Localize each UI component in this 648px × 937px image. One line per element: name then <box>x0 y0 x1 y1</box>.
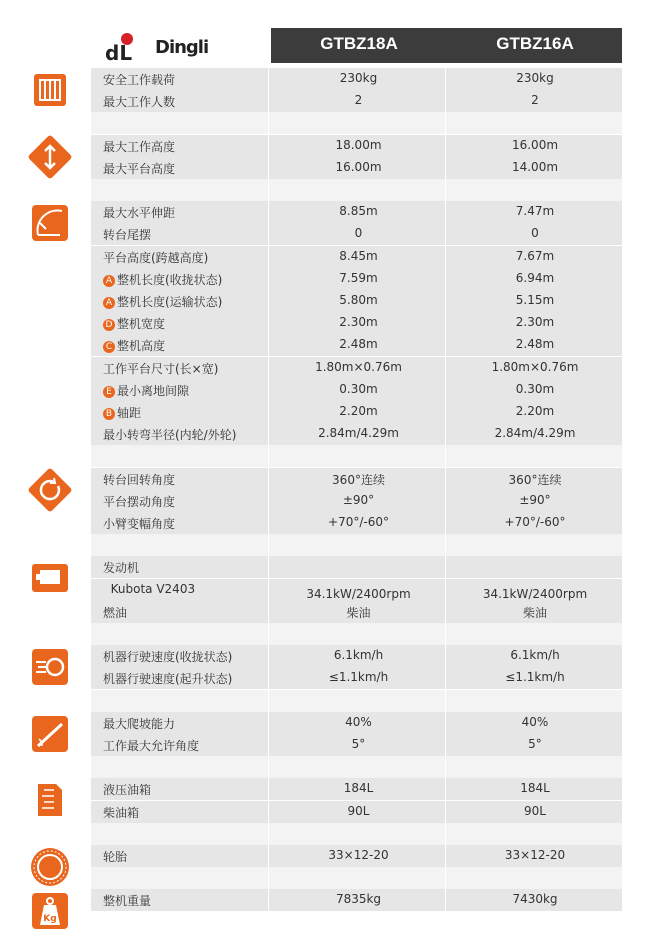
spec-value-gtbz18a: ≤1.1km/h <box>328 670 389 685</box>
spec-label-text: 工作平台尺寸(长×宽) <box>103 361 219 376</box>
spec-value-gtbz16a: 5° <box>528 737 542 751</box>
spec-value-gtbz18a: 0 <box>354 226 363 241</box>
spec-label <box>103 471 175 488</box>
dimension-marker-badge: C <box>103 341 115 353</box>
section-separator-row <box>91 756 622 779</box>
spec-label <box>103 648 232 665</box>
spec-value-gtbz18a: 7.59m <box>339 270 378 285</box>
spec-value-gtbz18a: 5° <box>351 737 366 751</box>
engine-icon <box>28 556 72 600</box>
spec-label <box>103 204 175 221</box>
spec-row <box>91 667 622 690</box>
spec-row <box>91 889 622 912</box>
spec-value-gtbz16a: 360°连续 <box>508 472 562 487</box>
spec-label-text: 最大工作人数 <box>103 95 176 110</box>
spec-value-gtbz16a: 6.94m <box>515 270 555 285</box>
spec-label <box>103 271 222 288</box>
spec-label-text: 平台摆动角度 <box>103 494 176 509</box>
spec-label-text: 整机高度 <box>117 339 166 354</box>
spec-value-gtbz16a: 2.84m/4.29m <box>494 426 576 441</box>
spec-value-gtbz18a: 34.1kW/2400rpm <box>306 586 411 601</box>
spec-label <box>103 426 236 443</box>
spec-label-text: 机器行驶速度(收拢状态) <box>103 650 233 665</box>
spec-value-gtbz18a: 6.1km/h <box>333 648 384 663</box>
spec-row <box>91 468 622 491</box>
svg-text:Kg: Kg <box>43 914 57 925</box>
spec-row <box>91 423 622 446</box>
section-separator-row <box>91 534 622 557</box>
reach-icon <box>28 201 72 245</box>
spec-value-gtbz18a: 2 <box>354 93 363 108</box>
spec-label <box>103 493 175 510</box>
spec-label-text: Kubota V2403 <box>103 581 196 596</box>
spec-value-gtbz16a: ±90° <box>519 492 551 507</box>
spec-label <box>103 892 151 909</box>
spec-value-gtbz18a: 230kg <box>339 71 378 85</box>
spec-label <box>103 604 127 621</box>
spec-value-gtbz16a: 33×12-20 <box>504 848 566 862</box>
section-separator-row <box>91 690 622 713</box>
spec-value-gtbz16a: 柴油 <box>522 605 547 620</box>
spec-value-gtbz18a: 2.20m <box>339 404 378 418</box>
spec-label <box>103 382 189 399</box>
speed-icon <box>28 645 72 689</box>
spec-label <box>103 804 139 821</box>
spec-label <box>103 515 175 532</box>
tire-icon <box>28 845 72 889</box>
dimension-marker-badge: E <box>103 386 115 398</box>
spec-value-gtbz18a: 2.30m <box>339 315 378 330</box>
spec-value-gtbz18a: 2.48m <box>339 337 378 352</box>
spec-label-text: 最大水平伸距 <box>103 206 176 221</box>
spec-label-text: 转台尾摆 <box>103 228 152 243</box>
spec-label-text: 整机宽度 <box>117 317 166 332</box>
spec-label <box>103 715 175 732</box>
load-icon <box>28 68 72 112</box>
spec-value-gtbz16a: 2.48m <box>515 337 555 352</box>
spec-row <box>91 90 622 113</box>
spec-value-gtbz18a: 8.45m <box>339 248 378 263</box>
spec-label <box>103 737 199 754</box>
section-separator-row <box>91 623 622 646</box>
spec-row <box>91 845 622 868</box>
spec-value-gtbz16a: 2.20m <box>515 404 555 418</box>
spec-value-gtbz18a: 184L <box>343 781 374 796</box>
spec-label <box>103 360 218 377</box>
spec-value-gtbz18a: 33×12-20 <box>328 848 389 862</box>
spec-row <box>91 556 622 579</box>
spec-value-gtbz16a: 40% <box>521 714 549 729</box>
spec-row <box>91 645 622 668</box>
section-separator-row <box>91 445 622 468</box>
spec-value-gtbz18a: ±90° <box>342 492 375 507</box>
spec-value-gtbz16a: 5.15m <box>515 293 555 307</box>
spec-label-text: 机器行驶速度(起升状态) <box>103 672 233 687</box>
spec-label <box>103 848 127 865</box>
dingli-logo-icon <box>103 32 151 62</box>
spec-value-gtbz16a: ≤1.1km/h <box>505 670 565 685</box>
spec-value-gtbz16a: 34.1kW/2400rpm <box>482 586 588 601</box>
spec-value-gtbz18a: 2.84m/4.29m <box>318 426 399 441</box>
rotation-icon <box>28 468 72 512</box>
model-gtbz16a-header: GTBZ16A <box>496 34 574 53</box>
spec-row <box>91 268 622 291</box>
spec-label-text: 工作最大允许角度 <box>103 739 200 753</box>
spec-label-text: 整机重量 <box>103 894 152 909</box>
spec-row <box>91 579 622 602</box>
spec-label-text: 最小转弯半径(内轮/外轮) <box>103 428 237 443</box>
spec-value-gtbz18a: 0.30m <box>339 381 378 396</box>
spec-label <box>103 226 151 243</box>
section-separator-row <box>91 823 622 846</box>
brand-wordmark: Dingli <box>155 37 209 58</box>
tank-icon <box>28 778 72 822</box>
spec-label <box>103 315 165 332</box>
spec-label-text: 最小离地间隙 <box>117 383 190 398</box>
spec-value-gtbz18a: 18.00m <box>335 137 382 152</box>
spec-value-gtbz18a: 柴油 <box>346 605 371 620</box>
model-gtbz18a-header: GTBZ18A <box>320 34 398 53</box>
spec-value-gtbz16a: 1.80m×0.76m <box>491 359 579 374</box>
spec-value-gtbz16a: 6.1km/h <box>510 648 560 663</box>
spec-value-gtbz18a: 8.85m <box>339 204 378 219</box>
spec-row <box>91 601 622 624</box>
spec-value-gtbz16a: 230kg <box>516 71 554 85</box>
spec-label <box>103 582 195 596</box>
spec-value-gtbz18a: +70°/-60° <box>328 515 389 529</box>
spec-label <box>103 160 175 177</box>
section-separator-row <box>91 867 622 890</box>
dimension-marker-badge: A <box>103 275 115 287</box>
spec-row <box>91 157 622 180</box>
spec-label <box>103 337 165 354</box>
brand-logo <box>91 28 271 63</box>
spec-row <box>91 778 622 801</box>
spec-row <box>91 379 622 402</box>
spec-label <box>103 293 222 310</box>
spec-value-gtbz16a: 2 <box>531 93 539 108</box>
section-separator-row <box>91 179 622 202</box>
spec-value-gtbz16a: 0 <box>531 226 539 241</box>
spec-value-gtbz18a: 360°连续 <box>332 472 385 487</box>
spec-label-text: 燃油 <box>103 605 128 620</box>
spec-value-gtbz18a: 7835kg <box>335 892 382 907</box>
spec-label-text: 整机长度(运输状态) <box>117 295 223 309</box>
height-icon <box>28 135 72 179</box>
spec-value-gtbz18a: 40% <box>345 714 372 729</box>
spec-value-gtbz16a: 2.30m <box>515 315 555 330</box>
dimension-marker-badge: A <box>103 297 115 309</box>
spec-label-text: 轮胎 <box>103 850 128 864</box>
spec-label <box>103 93 175 110</box>
spec-label-text: 整机长度(收拢状态) <box>117 272 223 287</box>
spec-value-gtbz16a: 7.47m <box>515 204 555 219</box>
spec-row <box>91 334 622 357</box>
svg-text:dL: dL <box>105 41 133 62</box>
spec-row <box>91 801 622 824</box>
spec-row <box>91 401 622 424</box>
slope-icon <box>28 712 72 756</box>
spec-row <box>91 201 622 224</box>
spec-row <box>91 223 622 246</box>
spec-label-text: 液压油箱 <box>103 783 152 798</box>
spec-label-text: 最大平台高度 <box>103 161 176 176</box>
spec-value-gtbz16a: 7430kg <box>512 892 558 907</box>
spec-label <box>103 781 151 798</box>
spec-row <box>91 246 622 269</box>
spec-row <box>91 68 622 91</box>
spec-value-gtbz18a: 90L <box>347 803 370 818</box>
spec-header <box>91 28 622 63</box>
spec-row <box>91 312 622 335</box>
spec-value-gtbz18a: 16.00m <box>335 159 382 174</box>
spec-label <box>103 404 141 421</box>
spec-label <box>103 559 139 576</box>
spec-row <box>91 290 622 313</box>
weight-icon <box>28 889 72 933</box>
spec-row <box>91 357 622 380</box>
spec-label <box>103 249 208 266</box>
spec-value-gtbz16a: 184L <box>520 781 550 796</box>
section-separator-row <box>91 112 622 135</box>
spec-label <box>103 670 232 687</box>
spec-value-gtbz16a: 14.00m <box>511 159 559 174</box>
spec-label-text: 转台回转角度 <box>103 472 176 487</box>
spec-label-text: 平台高度(跨越高度) <box>103 250 209 265</box>
spec-label-text: 小臂变幅角度 <box>103 517 176 531</box>
spec-row <box>91 512 622 535</box>
spec-label <box>103 71 175 88</box>
spec-label-text: 安全工作载荷 <box>103 73 176 87</box>
spec-value-gtbz18a: 5.80m <box>339 293 378 307</box>
spec-label <box>103 138 175 155</box>
spec-value-gtbz16a: 7.67m <box>515 248 555 263</box>
spec-row <box>91 490 622 513</box>
spec-label-text: 轴距 <box>117 406 142 420</box>
spec-label-text: 最大工作高度 <box>103 139 176 154</box>
spec-label-text: 发动机 <box>103 561 140 576</box>
spec-value-gtbz16a: 0.30m <box>515 381 555 396</box>
dimension-marker-badge: B <box>103 408 115 420</box>
spec-value-gtbz16a: 90L <box>524 803 546 818</box>
spec-row <box>91 712 622 735</box>
spec-row <box>91 734 622 757</box>
spec-value-gtbz16a: 16.00m <box>511 137 559 152</box>
spec-value-gtbz18a: 1.80m×0.76m <box>315 359 402 374</box>
spec-label-text: 最大爬坡能力 <box>103 716 176 731</box>
spec-row <box>91 135 622 158</box>
dimension-marker-badge: D <box>103 319 115 331</box>
spec-value-gtbz16a: +70°/-60° <box>504 515 566 529</box>
spec-label-text: 柴油箱 <box>103 805 140 820</box>
